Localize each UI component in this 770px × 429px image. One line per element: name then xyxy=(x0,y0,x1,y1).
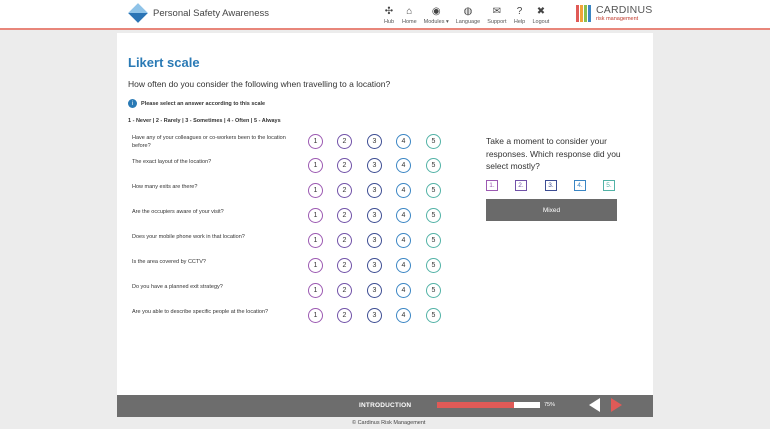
likert-row xyxy=(132,308,452,326)
likert-option-1[interactable]: 1 xyxy=(308,158,323,173)
likert-option-5[interactable]: 5 xyxy=(426,258,441,273)
likert-option-1[interactable]: 1 xyxy=(308,233,323,248)
likert-option-2[interactable]: 2 xyxy=(337,183,352,198)
help-icon: ? xyxy=(516,6,523,17)
progress-bar xyxy=(437,402,540,408)
likert-option-2[interactable]: 2 xyxy=(337,208,352,223)
likert-option-2[interactable]: 2 xyxy=(337,283,352,298)
nav-help[interactable] xyxy=(514,6,526,25)
brand-logo xyxy=(576,5,652,23)
globe-icon: ◍ xyxy=(463,6,473,17)
nav-hub[interactable] xyxy=(383,6,395,25)
instruction xyxy=(128,99,265,108)
brand-bar xyxy=(580,5,583,22)
nav-label: Hub xyxy=(383,19,395,25)
support-icon: ✉ xyxy=(492,6,502,17)
likert-option-3[interactable]: 3 xyxy=(367,283,382,298)
progress-label: 75% xyxy=(544,402,556,408)
likert-row xyxy=(132,158,452,176)
likert-option-5[interactable]: 5 xyxy=(426,208,441,223)
likert-row xyxy=(132,283,452,301)
likert-option-4[interactable]: 4 xyxy=(396,258,411,273)
likert-option-1[interactable]: 1 xyxy=(308,134,323,149)
likert-option-1[interactable]: 1 xyxy=(308,283,323,298)
likert-row xyxy=(132,134,452,152)
reflection-option-2[interactable]: 2. xyxy=(515,180,527,191)
likert-option-2[interactable]: 2 xyxy=(337,158,352,173)
likert-option-4[interactable]: 4 xyxy=(396,183,411,198)
likert-row xyxy=(132,183,452,201)
row-question: Have any of your colleagues or co-workers been to the location before? xyxy=(132,135,286,149)
reflection-option-1[interactable]: 1. xyxy=(486,180,498,191)
reflection-option-5[interactable]: 5. xyxy=(603,180,615,191)
close-icon: ✖ xyxy=(536,6,546,17)
hub-icon: ✣ xyxy=(384,6,394,17)
row-question: The exact layout of the location? xyxy=(132,159,212,165)
brand-bars-icon xyxy=(576,5,592,22)
progress-fill xyxy=(437,402,514,408)
nav-label: Home xyxy=(402,19,417,25)
likert-option-3[interactable]: 3 xyxy=(367,233,382,248)
copyright: © Cardinus Risk Management xyxy=(352,420,426,426)
nav-modules[interactable] xyxy=(424,6,449,25)
likert-option-3[interactable]: 3 xyxy=(367,208,382,223)
likert-row xyxy=(132,258,452,276)
nav-label: Help xyxy=(513,19,526,25)
section-title: INTRODUCTION xyxy=(359,402,412,409)
top-bar xyxy=(0,0,770,30)
reflection-prompt: Take a moment to consider your responses. Which response did you select mostly? xyxy=(486,136,621,171)
likert-option-4[interactable]: 4 xyxy=(396,208,411,223)
nav-globe[interactable] xyxy=(456,6,480,25)
app-logo-icon xyxy=(128,3,148,23)
nav-label: Language xyxy=(455,19,481,25)
likert-option-5[interactable]: 5 xyxy=(426,233,441,248)
nav-label: Logout xyxy=(532,19,550,25)
nav-label: Modules ▾ xyxy=(423,19,449,25)
brand-bar xyxy=(584,5,587,22)
likert-option-4[interactable]: 4 xyxy=(396,134,411,149)
reflection-option-4[interactable]: 4. xyxy=(574,180,586,191)
nav-home[interactable] xyxy=(402,6,417,25)
likert-option-2[interactable]: 2 xyxy=(337,258,352,273)
instruction-text: Please select an answer according to this scale xyxy=(141,100,266,107)
likert-option-3[interactable]: 3 xyxy=(367,183,382,198)
likert-option-5[interactable]: 5 xyxy=(426,134,441,149)
row-question: Are the occupiers aware of your visit? xyxy=(132,209,224,215)
likert-option-2[interactable]: 2 xyxy=(337,308,352,323)
likert-option-4[interactable]: 4 xyxy=(396,233,411,248)
row-question: How many exits are there? xyxy=(132,184,198,190)
app-title: Personal Safety Awareness xyxy=(153,8,270,19)
likert-option-1[interactable]: 1 xyxy=(308,183,323,198)
next-button[interactable] xyxy=(611,398,622,412)
brand-bar xyxy=(576,5,579,22)
nav-support[interactable] xyxy=(487,6,506,25)
row-question: Do you have a planned exit strategy? xyxy=(132,284,223,290)
likert-option-4[interactable]: 4 xyxy=(396,283,411,298)
reflection-option-3[interactable]: 3. xyxy=(545,180,557,191)
nav-close[interactable] xyxy=(533,6,550,25)
modules-icon: ◉ xyxy=(431,6,441,17)
likert-option-1[interactable]: 1 xyxy=(308,208,323,223)
row-question: Is the area covered by CCTV? xyxy=(132,259,206,265)
likert-option-3[interactable]: 3 xyxy=(367,258,382,273)
top-nav xyxy=(383,6,556,25)
likert-option-1[interactable]: 1 xyxy=(308,308,323,323)
row-question: Are you able to describe specific people at the location? xyxy=(132,309,269,315)
scale-key: 1 - Never | 2 - Rarely | 3 - Sometimes | 4 - Often | 5 - Always xyxy=(128,118,281,124)
bottom-bar xyxy=(117,395,653,417)
content-panel xyxy=(117,33,653,395)
likert-row xyxy=(132,233,452,251)
question-text: How often do you consider the following when travelling to a location? xyxy=(128,79,391,89)
row-question: Does your mobile phone work in that location? xyxy=(132,234,245,240)
likert-option-4[interactable]: 4 xyxy=(396,308,411,323)
previous-button[interactable] xyxy=(589,398,600,412)
likert-row xyxy=(132,208,452,226)
page-title: Likert scale xyxy=(128,55,200,70)
likert-option-2[interactable]: 2 xyxy=(337,134,352,149)
brand-name: CARDINUS xyxy=(596,4,653,16)
likert-option-5[interactable]: 5 xyxy=(426,183,441,198)
likert-option-3[interactable]: 3 xyxy=(367,308,382,323)
likert-option-2[interactable]: 2 xyxy=(337,233,352,248)
likert-option-5[interactable]: 5 xyxy=(426,158,441,173)
home-icon: ⌂ xyxy=(406,6,413,17)
likert-option-5[interactable]: 5 xyxy=(426,308,441,323)
likert-option-3[interactable]: 3 xyxy=(367,134,382,149)
reflection-options xyxy=(486,180,619,192)
info-icon: i xyxy=(128,99,137,108)
likert-option-1[interactable]: 1 xyxy=(308,258,323,273)
likert-option-5[interactable]: 5 xyxy=(426,283,441,298)
nav-label: Support xyxy=(487,19,507,25)
likert-option-4[interactable]: 4 xyxy=(396,158,411,173)
likert-option-3[interactable]: 3 xyxy=(367,158,382,173)
brand-bar xyxy=(588,5,591,22)
brand-subtitle: risk management xyxy=(596,16,639,22)
result-box: Mixed xyxy=(486,199,617,221)
